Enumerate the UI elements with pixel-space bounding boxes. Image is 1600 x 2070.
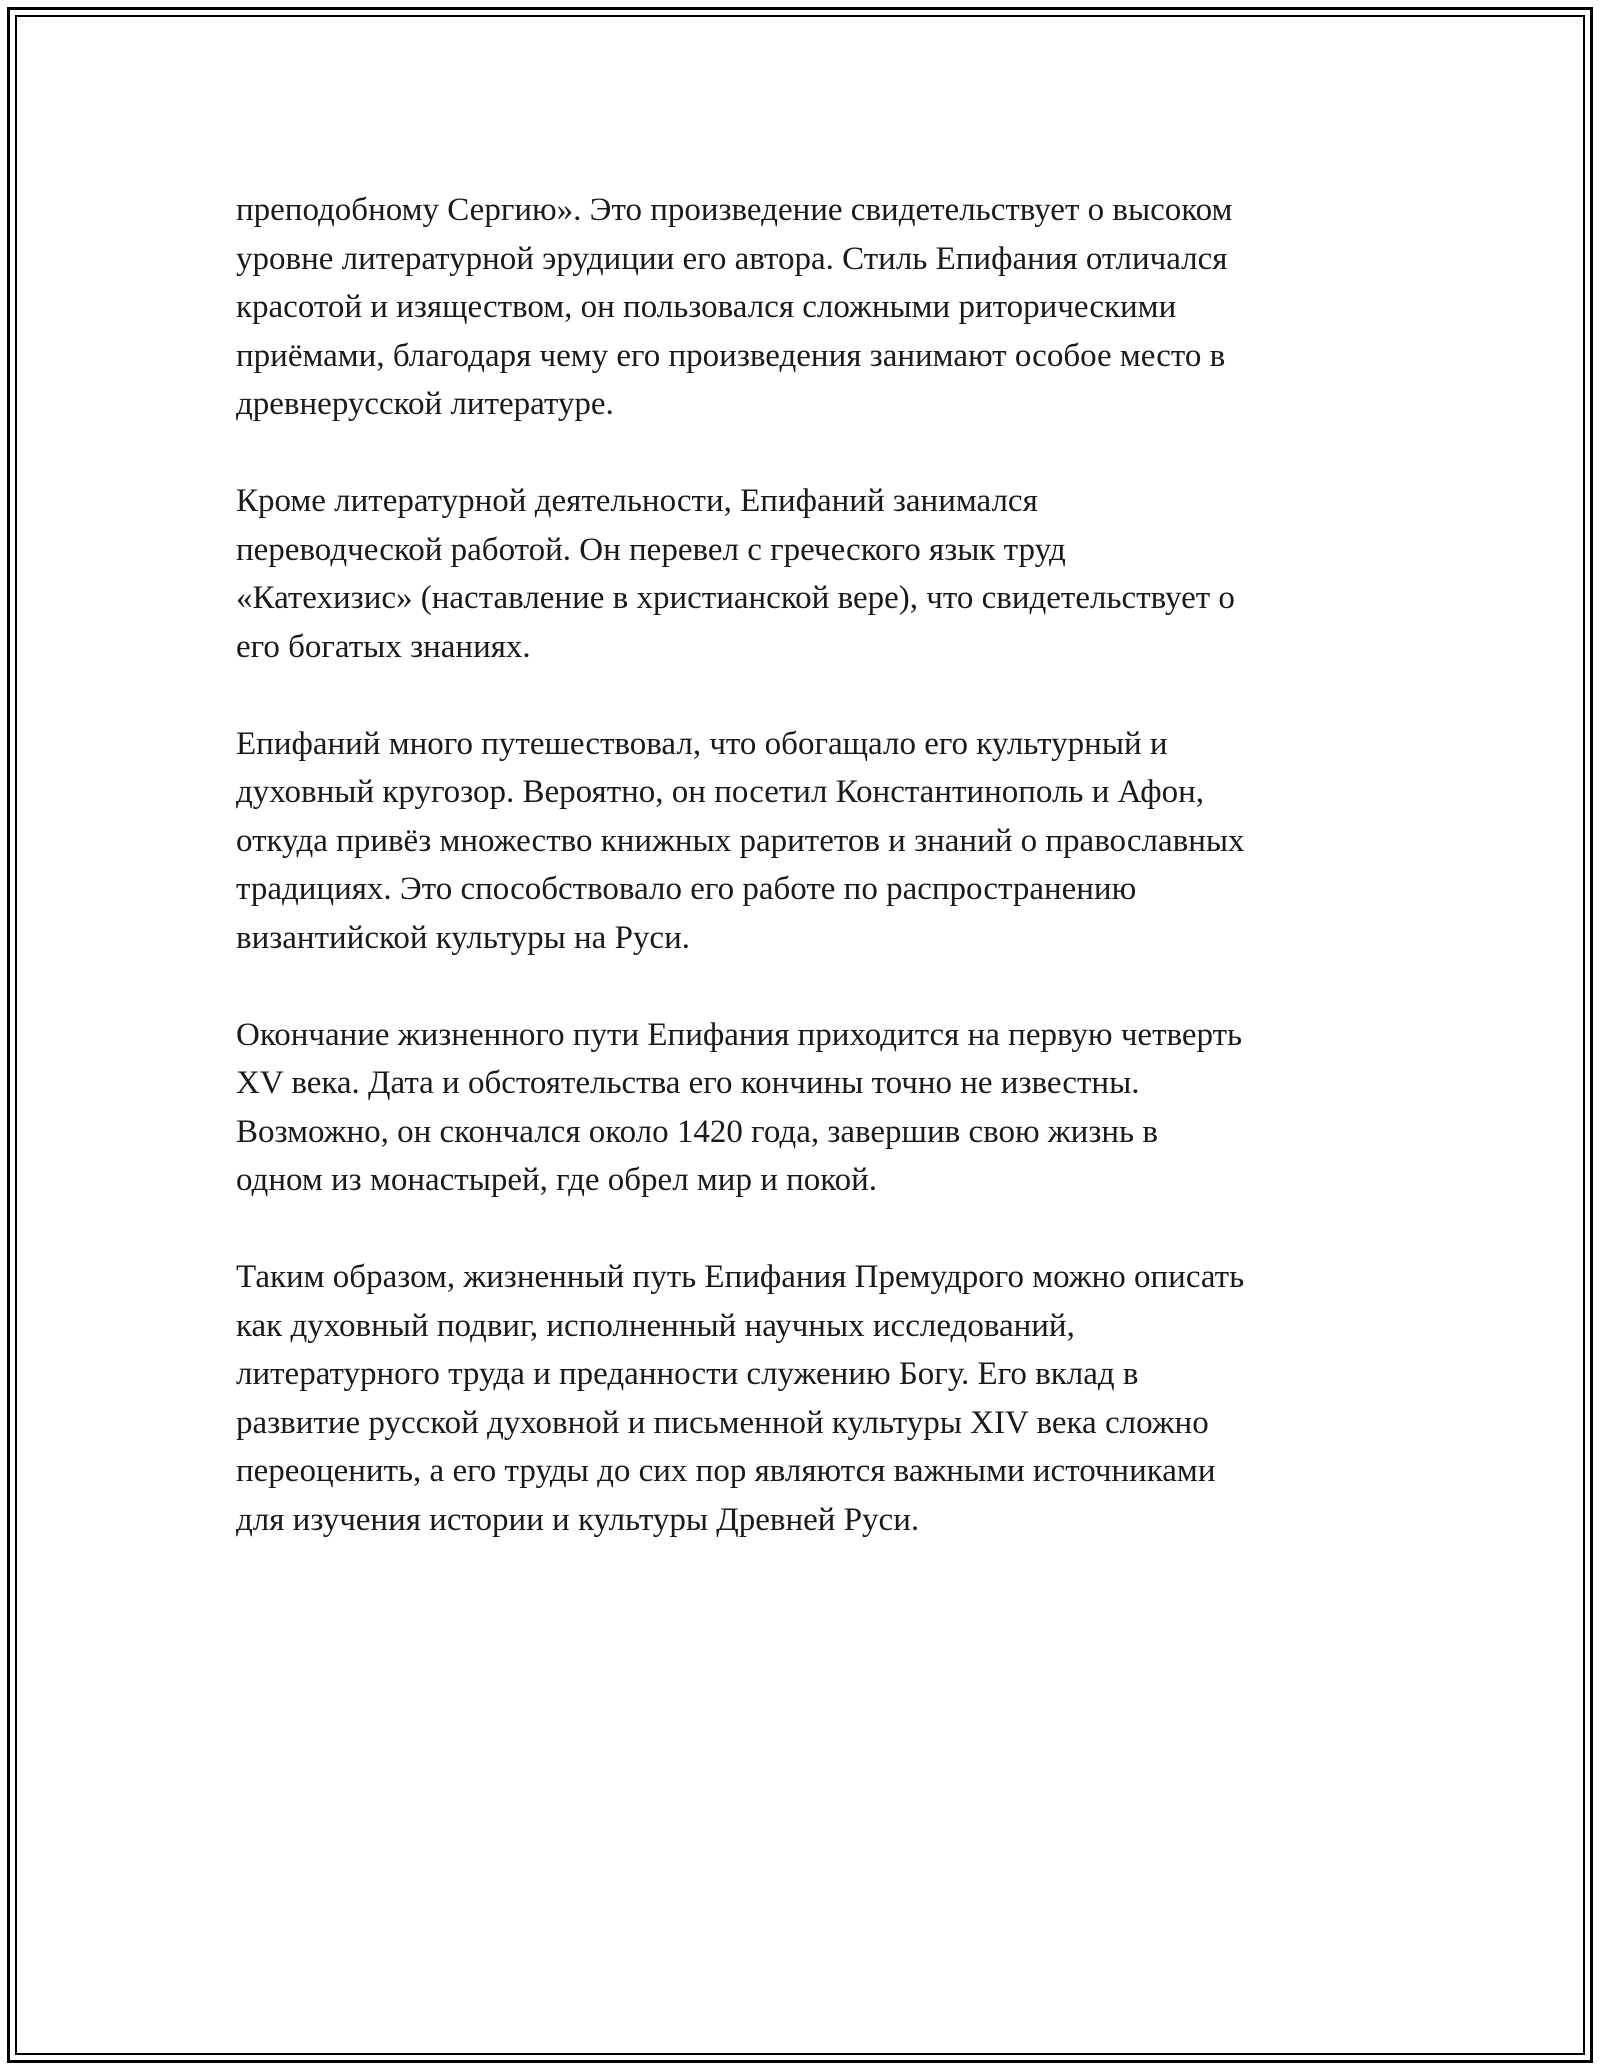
paragraph bbox=[236, 186, 1376, 429]
text-line: его богатых знаниях. bbox=[236, 628, 531, 665]
text-line: преподобному Сергию». Это произведение свидетельствует о высоком bbox=[236, 192, 1233, 228]
paragraph bbox=[236, 720, 1376, 963]
document-body bbox=[236, 186, 1376, 1593]
text-line: одном из монастырей, где обрел мир и покой. bbox=[236, 1162, 878, 1198]
text-line: для изучения истории и культуры Древней Руси. bbox=[236, 1501, 920, 1538]
text-line: Кроме литературной деятельности, Епифаний занимался bbox=[236, 483, 1038, 519]
text-line: духовный кругозор. Вероятно, он посетил Константинополь и Афон, bbox=[236, 774, 1205, 810]
text-line: XV века. Дата и обстоятельства его кончины точно не известны. bbox=[236, 1065, 1140, 1101]
text-line: традициях. Это способствовало его работе по распространению bbox=[236, 871, 1137, 907]
paragraph bbox=[236, 1011, 1376, 1205]
text-line: Окончание жизненного пути Епифания приходится на первую четверть bbox=[236, 1016, 1243, 1053]
text-line: переоценить, а его труды до сих пор являются важными источниками bbox=[236, 1453, 1216, 1489]
text-line: как духовный подвиг, исполненный научных исследований, bbox=[236, 1307, 1075, 1344]
text-line: древнерусской литературе. bbox=[236, 386, 614, 422]
text-line: уровне литературной эрудиции его автора. Стиль Епифания отличался bbox=[236, 240, 1228, 277]
text-line: приёмами, благодаря чему его произведения занимают особое место в bbox=[236, 337, 1226, 374]
paragraph bbox=[236, 1253, 1376, 1544]
text-line: красотой и изяществом, он пользовался сложными риторическими bbox=[236, 289, 1177, 325]
text-line: откуда привёз множество книжных раритетов и знаний о православных bbox=[236, 822, 1245, 859]
text-line: «Катехизис» (наставление в христианской вере), что свидетельствует о bbox=[236, 580, 1235, 616]
text-line: Возможно, он скончался около 1420 года, завершив свою жизнь в bbox=[236, 1113, 1158, 1150]
text-line: литературного труда и преданности служению Богу. Его вклад в bbox=[236, 1356, 1139, 1392]
text-line: византийской культуры на Руси. bbox=[236, 919, 690, 956]
paragraph bbox=[236, 477, 1376, 671]
text-line: Таким образом, жизненный путь Епифания Премудрого можно описать bbox=[236, 1259, 1245, 1295]
text-line: переводческой работой. Он перевел с греческого язык труд bbox=[236, 531, 1066, 568]
text-line: развитие русской духовной и письменной культуры XIV века сложно bbox=[236, 1404, 1209, 1441]
text-line: Епифаний много путешествовал, что обогащало его культурный и bbox=[236, 725, 1168, 762]
